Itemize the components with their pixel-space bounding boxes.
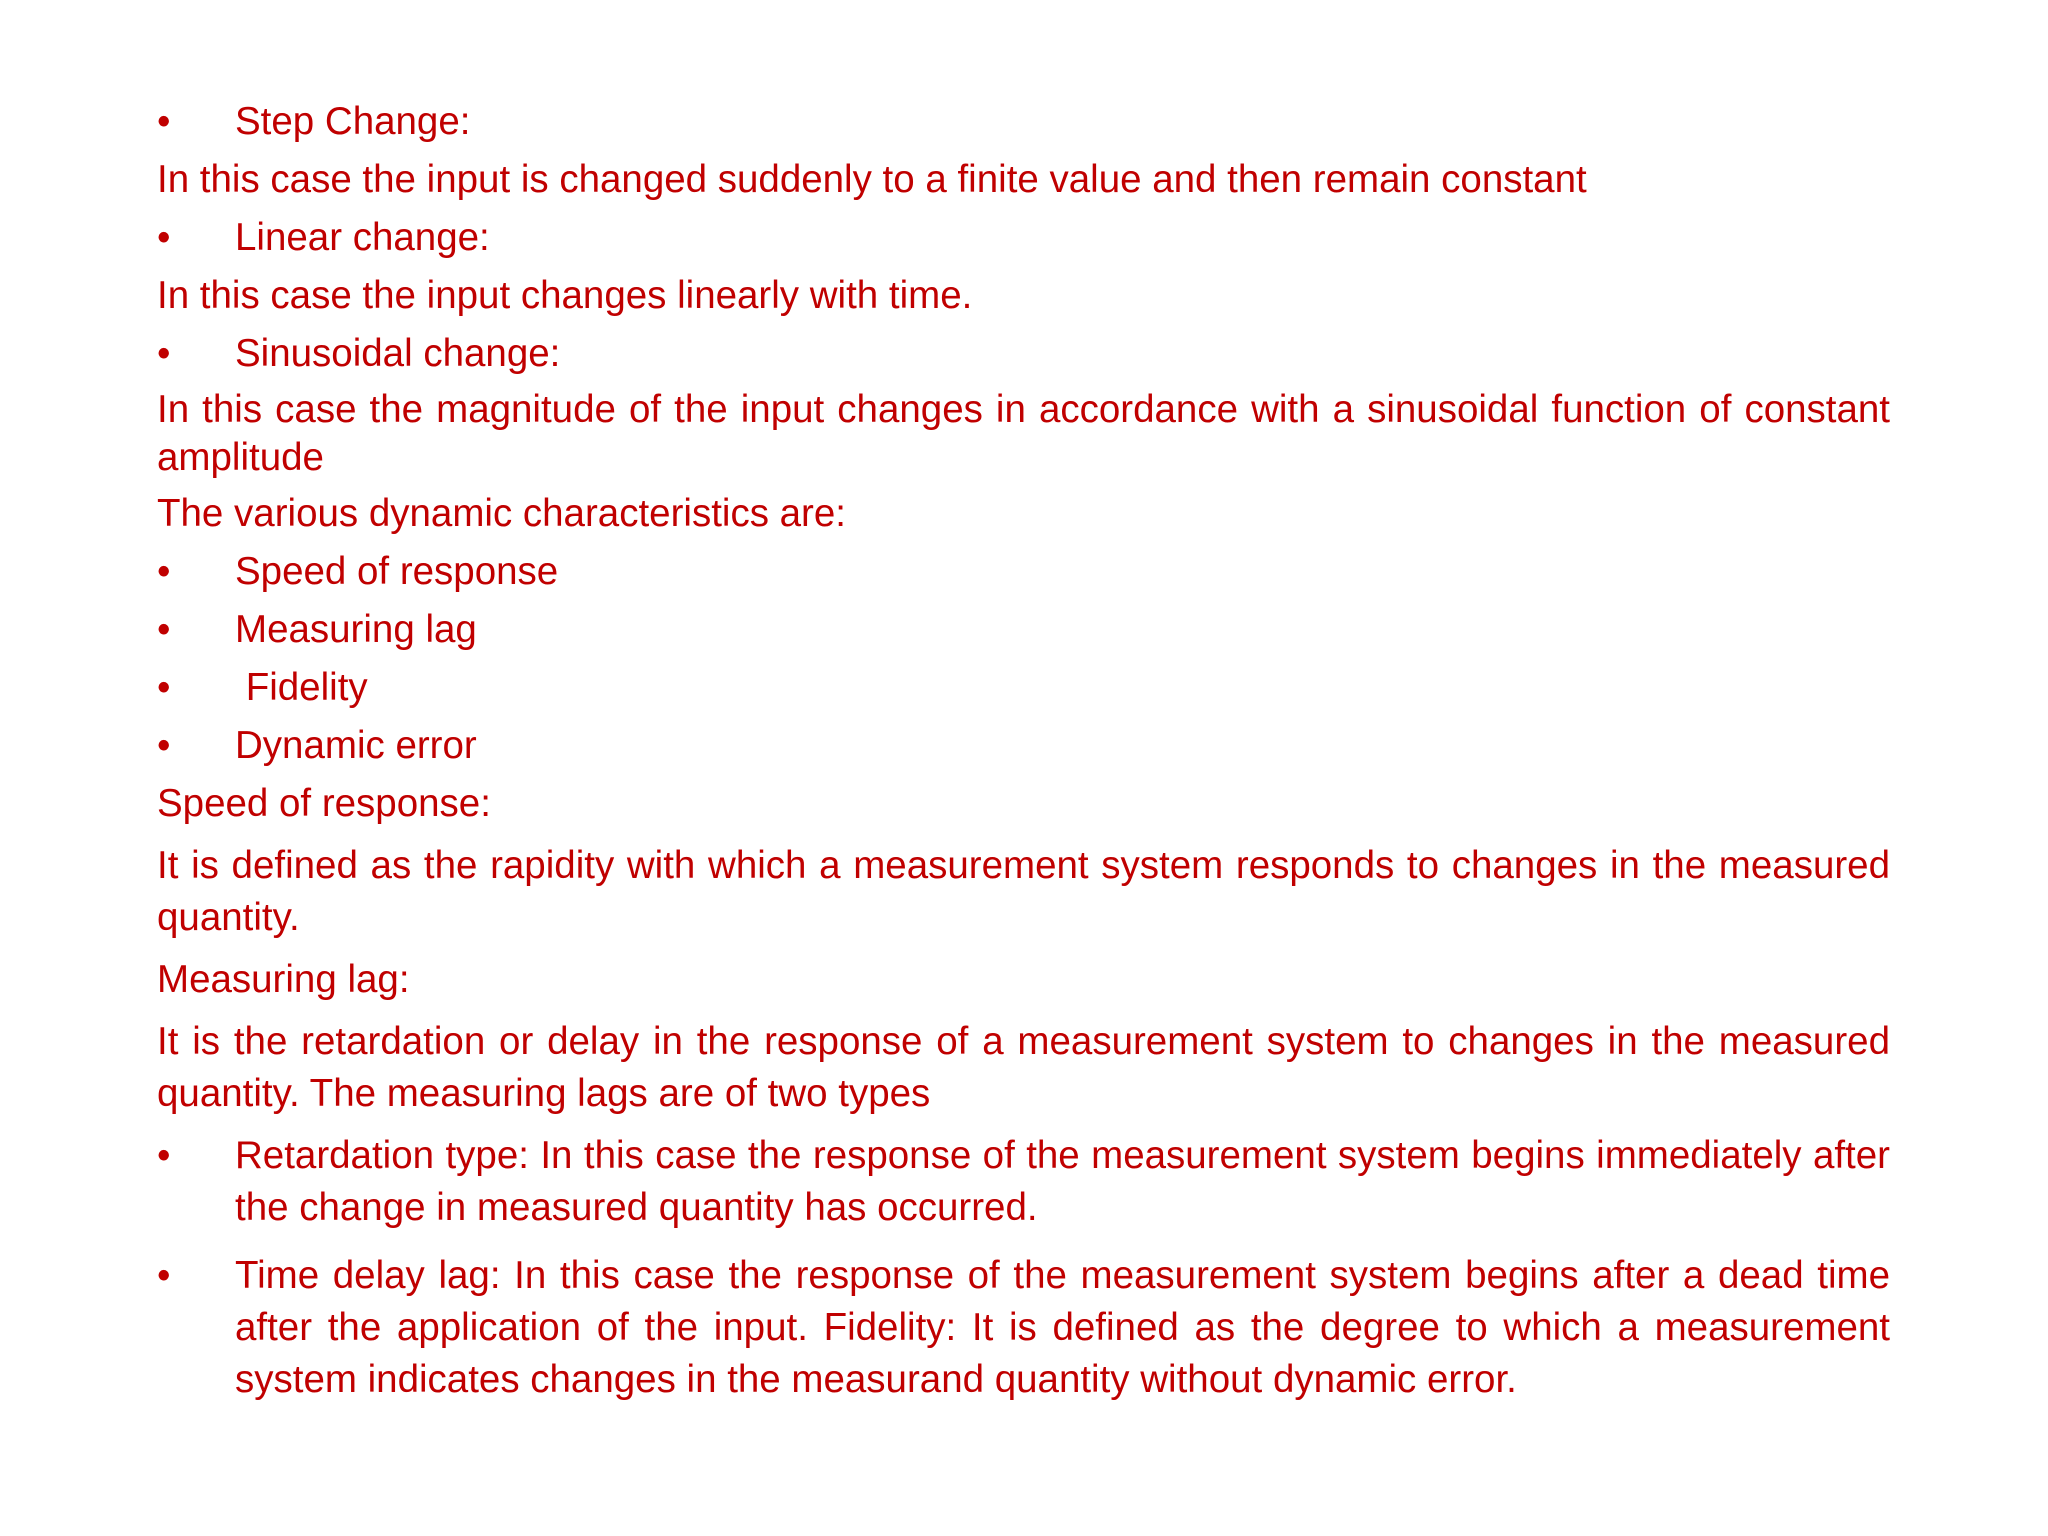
bullet-text: Retardation type: In this case the response of the measurement system begins immediately after the change in measured quantity has occurred. [235,1134,1890,1229]
bullet-marker: • [157,216,171,259]
bullet-marker: • [157,550,171,593]
bullet-text: Step Change: [235,100,471,143]
bullet-text: Dynamic error [235,724,477,767]
paragraph-speed-of-response: It is defined as the rapidity with which a measurement system responds to changes in the measured quantity. [157,844,1890,939]
bullet-dynamic-error [157,720,1890,772]
bullet-marker: • [157,1254,171,1297]
bullet-linear-change [157,212,1890,264]
bullet-marker: • [157,608,171,651]
bullet-marker: • [157,100,171,143]
bullet-text: Fidelity [235,666,368,709]
bullet-text: Speed of response [235,550,559,593]
bullet-retardation-type [157,1130,1890,1234]
bullet-measuring-lag [157,604,1890,656]
bullet-text: Sinusoidal change: [235,332,561,375]
bullet-text: Measuring lag [235,608,477,651]
bullet-marker: • [157,332,171,375]
heading-speed-of-response: Speed of response: [157,782,491,825]
heading-measuring-lag: Measuring lag: [157,958,410,1001]
paragraph-dynamic-intro: The various dynamic characteristics are: [157,492,846,535]
bullet-marker: • [157,724,171,767]
bullet-fidelity [157,662,1890,714]
bullet-speed-of-response [157,546,1890,598]
bullet-marker: • [157,666,171,709]
bullet-text: Linear change: [235,216,490,259]
paragraph-sinusoidal-change: In this case the magnitude of the input changes in accordance with a sinusoidal function of constant amplitude [157,388,1890,479]
paragraph-step-change: In this case the input is changed suddenly to a finite value and then remain constant [157,158,1587,201]
slide-body [157,96,1890,1406]
bullet-text: Time delay lag: In this case the response of the measurement system begins after a dead time after the application of the input. Fidelity: It is defined as the degree to which a measurement system indicates changes in the measurand quantity without dynamic error. [235,1254,1890,1401]
paragraph-linear-change: In this case the input changes linearly with time. [157,274,973,317]
bullet-sinusoidal-change [157,328,1890,380]
paragraph-measuring-lag: It is the retardation or delay in the response of a measurement system to changes in the measured quantity. The measuring lags are of two types [157,1020,1890,1115]
bullet-step-change [157,96,1890,148]
bullet-marker: • [157,1134,171,1177]
bullet-time-delay-lag [157,1250,1890,1406]
